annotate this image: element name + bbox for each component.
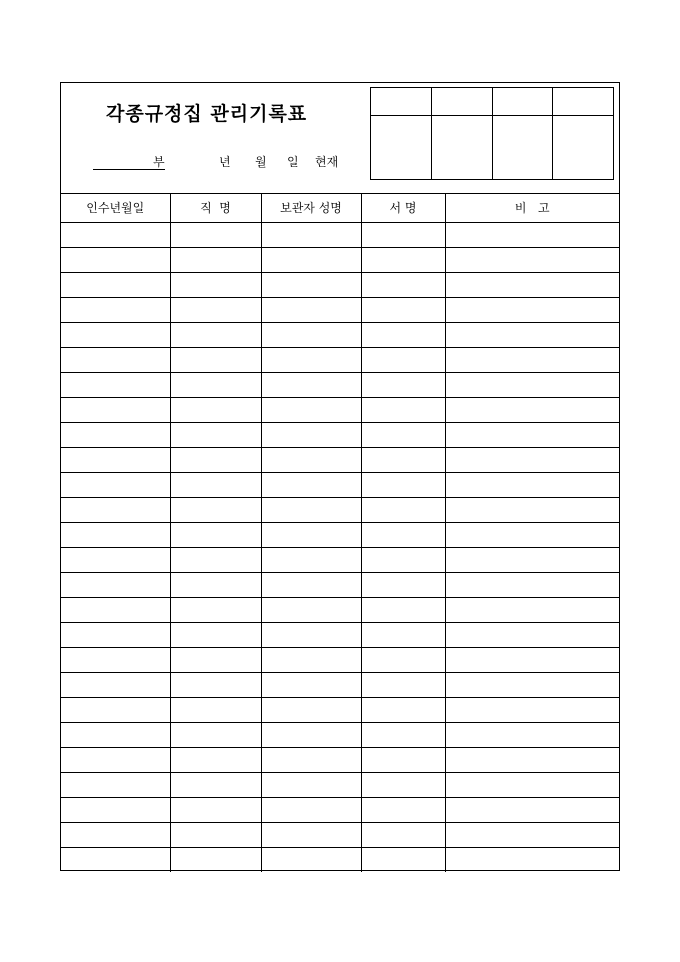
cell-receipt-date[interactable]: [61, 772, 170, 797]
cell-signature[interactable]: [361, 447, 445, 472]
cell-position[interactable]: [170, 672, 261, 697]
cell-position[interactable]: [170, 272, 261, 297]
cell-signature[interactable]: [361, 547, 445, 572]
table-row: [61, 522, 619, 547]
record-form: [60, 82, 620, 871]
table-row: [61, 447, 619, 472]
cell-remarks[interactable]: [445, 397, 619, 422]
cell-signature[interactable]: [361, 297, 445, 322]
cell-signature[interactable]: [361, 722, 445, 747]
cell-position[interactable]: [170, 397, 261, 422]
cell-receipt-date[interactable]: [61, 722, 170, 747]
cell-keeper-name[interactable]: [261, 572, 361, 597]
cell-signature[interactable]: [361, 747, 445, 772]
cell-signature[interactable]: [361, 622, 445, 647]
table-row: [61, 397, 619, 422]
cell-remarks[interactable]: [445, 422, 619, 447]
cell-remarks[interactable]: [445, 222, 619, 247]
cell-receipt-date[interactable]: [61, 422, 170, 447]
cell-remarks[interactable]: [445, 572, 619, 597]
cell-remarks[interactable]: [445, 547, 619, 572]
cell-position[interactable]: [170, 647, 261, 672]
cell-remarks[interactable]: [445, 772, 619, 797]
cell-position[interactable]: [170, 747, 261, 772]
cell-receipt-date[interactable]: [61, 822, 170, 847]
cell-keeper-name[interactable]: [261, 597, 361, 622]
year-label: 년: [219, 155, 231, 169]
header-remarks: 비 고: [445, 194, 619, 222]
cell-position[interactable]: [170, 597, 261, 622]
department-suffix: 부: [153, 155, 165, 169]
cell-keeper-name[interactable]: [261, 247, 361, 272]
table-row: [61, 547, 619, 572]
cell-receipt-date[interactable]: [61, 347, 170, 372]
cell-remarks[interactable]: [445, 822, 619, 847]
cell-receipt-date[interactable]: [61, 322, 170, 347]
records-table: [61, 194, 619, 872]
cell-receipt-date[interactable]: [61, 622, 170, 647]
cell-signature[interactable]: [361, 797, 445, 822]
cell-remarks[interactable]: [445, 847, 619, 872]
cell-receipt-date[interactable]: [61, 747, 170, 772]
cell-keeper-name[interactable]: [261, 447, 361, 472]
cell-keeper-name[interactable]: [261, 797, 361, 822]
cell-remarks[interactable]: [445, 622, 619, 647]
table-row: [61, 272, 619, 297]
cell-signature[interactable]: [361, 822, 445, 847]
cell-position[interactable]: [170, 797, 261, 822]
cell-signature[interactable]: [361, 597, 445, 622]
table-row: [61, 297, 619, 322]
cell-position[interactable]: [170, 322, 261, 347]
dateline: [93, 153, 393, 171]
cell-receipt-date[interactable]: [61, 372, 170, 397]
cell-remarks[interactable]: [445, 697, 619, 722]
cell-signature[interactable]: [361, 522, 445, 547]
cell-keeper-name[interactable]: [261, 222, 361, 247]
cell-keeper-name[interactable]: [261, 272, 361, 297]
cell-receipt-date[interactable]: [61, 272, 170, 297]
cell-keeper-name[interactable]: [261, 522, 361, 547]
cell-remarks[interactable]: [445, 297, 619, 322]
cell-keeper-name[interactable]: [261, 372, 361, 397]
table-row: [61, 247, 619, 272]
cell-position[interactable]: [170, 372, 261, 397]
cell-keeper-name[interactable]: [261, 422, 361, 447]
cell-receipt-date[interactable]: [61, 297, 170, 322]
cell-keeper-name[interactable]: [261, 347, 361, 372]
cell-position[interactable]: [170, 547, 261, 572]
cell-receipt-date[interactable]: [61, 647, 170, 672]
cell-position[interactable]: [170, 247, 261, 272]
cell-receipt-date[interactable]: [61, 597, 170, 622]
cell-signature[interactable]: [361, 247, 445, 272]
cell-remarks[interactable]: [445, 497, 619, 522]
header-position: 직 명: [170, 194, 261, 222]
cell-receipt-date[interactable]: [61, 672, 170, 697]
cell-receipt-date[interactable]: [61, 797, 170, 822]
table-row: [61, 647, 619, 672]
cell-remarks[interactable]: [445, 472, 619, 497]
cell-position[interactable]: [170, 622, 261, 647]
cell-receipt-date[interactable]: [61, 222, 170, 247]
cell-receipt-date[interactable]: [61, 247, 170, 272]
cell-signature[interactable]: [361, 272, 445, 297]
cell-signature[interactable]: [361, 847, 445, 872]
day-label: 일: [287, 155, 299, 169]
header-receipt-date: 인수년월일: [61, 194, 170, 222]
cell-receipt-date[interactable]: [61, 397, 170, 422]
header-row: [61, 194, 619, 222]
cell-position[interactable]: [170, 297, 261, 322]
approval-sign-cell[interactable]: [492, 116, 553, 180]
cell-signature[interactable]: [361, 347, 445, 372]
cell-keeper-name[interactable]: [261, 697, 361, 722]
cell-keeper-name[interactable]: [261, 547, 361, 572]
cell-keeper-name[interactable]: [261, 772, 361, 797]
table-row: [61, 572, 619, 597]
cell-signature[interactable]: [361, 647, 445, 672]
as-of-label: 현재: [315, 155, 339, 169]
cell-position[interactable]: [170, 447, 261, 472]
approval-title-cell[interactable]: [553, 88, 614, 116]
cell-signature[interactable]: [361, 697, 445, 722]
approval-box: [370, 87, 614, 180]
cell-receipt-date[interactable]: [61, 497, 170, 522]
cell-remarks[interactable]: [445, 747, 619, 772]
cell-keeper-name[interactable]: [261, 472, 361, 497]
table-row: [61, 497, 619, 522]
cell-keeper-name[interactable]: [261, 297, 361, 322]
header-keeper-name: 보관자 성명: [261, 194, 361, 222]
cell-keeper-name[interactable]: [261, 847, 361, 872]
cell-remarks[interactable]: [445, 522, 619, 547]
cell-receipt-date[interactable]: [61, 547, 170, 572]
cell-remarks[interactable]: [445, 722, 619, 747]
cell-position[interactable]: [170, 422, 261, 447]
cell-signature[interactable]: [361, 672, 445, 697]
cell-signature[interactable]: [361, 222, 445, 247]
cell-position[interactable]: [170, 722, 261, 747]
cell-keeper-name[interactable]: [261, 747, 361, 772]
cell-remarks[interactable]: [445, 447, 619, 472]
table-row: [61, 597, 619, 622]
cell-remarks[interactable]: [445, 672, 619, 697]
cell-remarks[interactable]: [445, 322, 619, 347]
approval-title-cell[interactable]: [492, 88, 553, 116]
cell-remarks[interactable]: [445, 372, 619, 397]
table-row: [61, 772, 619, 797]
table-row: [61, 847, 619, 872]
cell-position[interactable]: [170, 697, 261, 722]
approval-title-cell[interactable]: [431, 88, 492, 116]
cell-signature[interactable]: [361, 397, 445, 422]
cell-position[interactable]: [170, 822, 261, 847]
cell-receipt-date[interactable]: [61, 697, 170, 722]
approval-title-cell[interactable]: [371, 88, 432, 116]
cell-remarks[interactable]: [445, 247, 619, 272]
table-row: [61, 322, 619, 347]
table-row: [61, 797, 619, 822]
cell-receipt-date[interactable]: [61, 572, 170, 597]
cell-keeper-name[interactable]: [261, 322, 361, 347]
approval-sign-cell[interactable]: [431, 116, 492, 180]
cell-signature[interactable]: [361, 422, 445, 447]
cell-keeper-name[interactable]: [261, 822, 361, 847]
cell-receipt-date[interactable]: [61, 447, 170, 472]
table-row: [61, 347, 619, 372]
cell-position[interactable]: [170, 847, 261, 872]
record-rows: [61, 222, 619, 872]
table-row: [61, 672, 619, 697]
table-row: [61, 822, 619, 847]
table-row: [61, 697, 619, 722]
cell-keeper-name[interactable]: [261, 497, 361, 522]
cell-remarks[interactable]: [445, 797, 619, 822]
cell-keeper-name[interactable]: [261, 622, 361, 647]
table-row: [61, 722, 619, 747]
cell-signature[interactable]: [361, 372, 445, 397]
cell-position[interactable]: [170, 222, 261, 247]
table-row: [61, 747, 619, 772]
header-signature: 서 명: [361, 194, 445, 222]
cell-signature[interactable]: [361, 472, 445, 497]
cell-position[interactable]: [170, 572, 261, 597]
cell-signature[interactable]: [361, 772, 445, 797]
table-row: [61, 472, 619, 497]
form-title: 각종규정집 관리기록표: [106, 103, 308, 125]
cell-receipt-date[interactable]: [61, 847, 170, 872]
cell-position[interactable]: [170, 347, 261, 372]
cell-position[interactable]: [170, 772, 261, 797]
cell-keeper-name[interactable]: [261, 722, 361, 747]
cell-position[interactable]: [170, 522, 261, 547]
approval-sign-cell[interactable]: [371, 116, 432, 180]
cell-keeper-name[interactable]: [261, 672, 361, 697]
cell-receipt-date[interactable]: [61, 472, 170, 497]
cell-receipt-date[interactable]: [61, 522, 170, 547]
month-label: 월: [255, 155, 267, 169]
form-header: [61, 83, 619, 194]
cell-remarks[interactable]: [445, 272, 619, 297]
approval-sign-cell[interactable]: [553, 116, 614, 180]
cell-position[interactable]: [170, 497, 261, 522]
cell-signature[interactable]: [361, 572, 445, 597]
cell-signature[interactable]: [361, 322, 445, 347]
cell-remarks[interactable]: [445, 347, 619, 372]
table-row: [61, 422, 619, 447]
table-row: [61, 372, 619, 397]
table-row: [61, 622, 619, 647]
cell-remarks[interactable]: [445, 647, 619, 672]
cell-signature[interactable]: [361, 497, 445, 522]
cell-remarks[interactable]: [445, 597, 619, 622]
cell-position[interactable]: [170, 472, 261, 497]
table-row: [61, 222, 619, 247]
cell-keeper-name[interactable]: [261, 397, 361, 422]
cell-keeper-name[interactable]: [261, 647, 361, 672]
